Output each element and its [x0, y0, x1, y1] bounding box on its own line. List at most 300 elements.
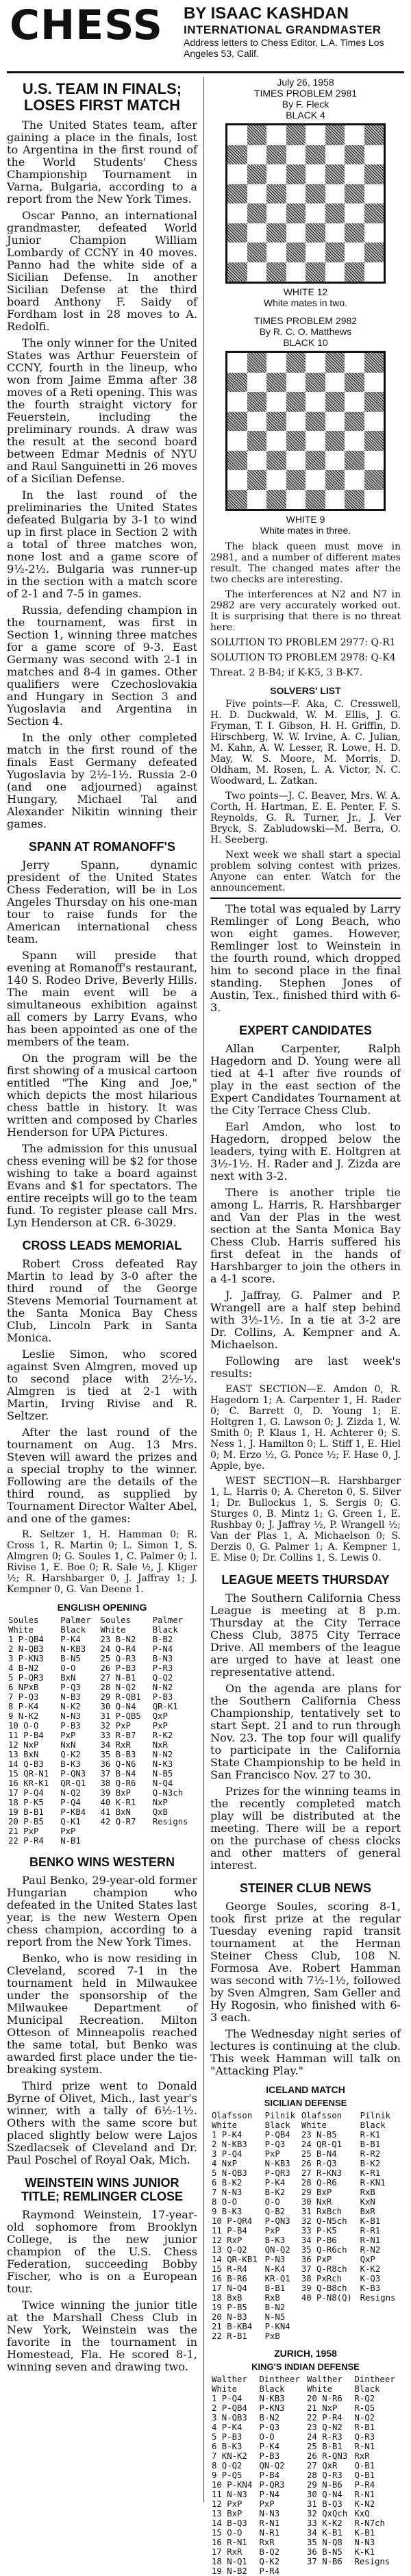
move-cell: QN-Q2: [259, 2461, 285, 2470]
solution: SOLUTION TO PROBLEM 2978: Q-K4: [210, 652, 396, 663]
byline-block: [184, 4, 410, 59]
move-cell: 8 Q-Q2: [212, 2461, 242, 2470]
move-cell: K-K2: [360, 2264, 381, 2274]
paragraph: Spann will preside that evening at Romanoff's restaurant, 140 S. Rodeo Drive, Beverly Hills. The main event will be a simultaneous exhibition against all comers by Larry Evans, who has been appointed as one of the members of the team.: [7, 949, 197, 1048]
byline: BY ISAAC KASHDAN: [184, 4, 349, 23]
board-square: [364, 431, 384, 451]
column-title: CHESS: [10, 1, 163, 49]
move-cell: P-QN3: [60, 1769, 86, 1779]
move-cell: 11 P-B4: [8, 1731, 44, 1740]
headline-league: LEAGUE MEETS THURSDAY: [221, 1573, 390, 1587]
move-row: [210, 2470, 401, 2480]
move-cell: 32 PxP: [100, 1721, 131, 1731]
move-cell: N-N3: [259, 2509, 280, 2518]
board-square: [247, 262, 267, 282]
board-square: [286, 431, 306, 451]
move-cell: PxP: [60, 1826, 76, 1836]
board-square: [286, 412, 306, 432]
side-label: White: [212, 2120, 238, 2130]
board-square: [325, 490, 345, 510]
move-cell: 4 P-K4: [212, 2423, 242, 2432]
solvers-title: SOLVERS' LIST: [270, 685, 341, 696]
move-cell: 17 N-Q4: [212, 2283, 247, 2293]
move-cell: 10 O-O: [8, 1721, 39, 1731]
paragraph: On the agenda are plans for the Southern California Chess Championship, tentatively set to start Sept. 21 and to run through Nov. 23. The top four will qualify to participate in the California State Championship to be held in San Francisco Nov. 27 to 30.: [210, 1682, 401, 1781]
board-square: [364, 223, 384, 243]
move-cell: 40 K-R1: [100, 1798, 136, 1807]
move-cell: R-N1: [360, 2236, 381, 2245]
move-cell: B-K3: [264, 2236, 286, 2245]
board-square: [266, 392, 286, 412]
move-cell: 8 O-O: [212, 2197, 238, 2207]
move-cell: 11 P-B4: [212, 2226, 247, 2236]
paragraph: Raymond Weinstein, 17-year-old sophomore from Brooklyn College, is the new junior champion of the U.S. Chess Federation, succeeding Bobby Fischer, who is on a European tour.: [7, 2208, 197, 2295]
move-cell: O-O: [264, 2197, 280, 2207]
board-square: [364, 392, 384, 412]
move-cell: 1 P-K4: [212, 2130, 242, 2140]
byline-address: Address letters to Chess Editor, L.A. Times Los Angeles 53, Calif.: [184, 37, 384, 59]
move-cell: 12 NxP: [8, 1740, 39, 1750]
move-row: [210, 2283, 401, 2293]
move-cell: B-K3: [60, 1759, 81, 1769]
move-cell: P-Q3: [264, 2140, 286, 2149]
board-square: [266, 490, 286, 510]
move-cell: 41 BxN: [100, 1807, 131, 1817]
board-square: [345, 125, 364, 145]
move-cell: 14 Q-B3: [8, 1759, 44, 1769]
paragraph: The United States team, after gaining a place in the finals, lost to Argentina in the first round of the World Students' Chess Championship Tournament in Varna, Bulgaria, according to a report from the New York Times.: [7, 119, 197, 206]
move-row: [210, 2197, 401, 2207]
move-cell: Q-B1: [354, 2461, 375, 2470]
board-square: [286, 451, 306, 471]
move-cell: P-K4: [264, 2178, 286, 2188]
move-cell: [151, 1836, 197, 1846]
game-side-row: [210, 2120, 401, 2130]
move-row: [210, 2499, 401, 2509]
move-cell: K-B3: [360, 2283, 381, 2293]
board-square: [306, 392, 325, 412]
move-cell: 7 N-N3: [212, 2188, 242, 2197]
board-square: [247, 145, 267, 165]
player-name: Pilnik: [360, 2111, 391, 2120]
move-cell: 9 N-K2: [8, 1711, 39, 1721]
board-square: [325, 262, 345, 282]
move-cell: R-Q2: [354, 2394, 375, 2403]
board-square: [325, 451, 345, 471]
move-cell: [300, 2322, 359, 2331]
game-title: ZURICH, 1958: [274, 2348, 337, 2359]
move-cell: 37 B-N4: [100, 1769, 136, 1779]
board-square: [266, 373, 286, 393]
move-cell: 23 Q-N2: [307, 2423, 342, 2432]
move-cell: B-N3: [152, 1654, 173, 1663]
headline-weinstein: WEINSTEIN WINS JUNIOR TITLE; REMLINGER CLOSE: [21, 2176, 183, 2203]
side-label: Black: [354, 2384, 380, 2394]
board-square: [247, 164, 267, 184]
board-square: [247, 243, 267, 262]
move-row: [7, 1692, 197, 1702]
move-cell: 1 P-Q4: [212, 2394, 242, 2403]
move-cell: QR-Q1: [60, 1779, 86, 1788]
move-cell: 19 N-B2: [212, 2566, 247, 2576]
move-cell: N-Q2: [60, 1788, 81, 1798]
paragraph: In the only other completed match in the first round of the finals East Germany defeated Yugoslavia by 2½-1½. Russia 2-0 (and one adjourned) against Hungary, Michael Tal and Alexander Nikitin winning their games.: [7, 731, 197, 830]
move-cell: 39 Q-B8ch: [301, 2283, 347, 2293]
game-score-english: [7, 1615, 197, 1846]
board-square: [364, 490, 384, 510]
move-row: [210, 2274, 401, 2283]
board-square: [345, 431, 364, 451]
paragraph: Leslie Simon, who scored against Sven Almgren, moved up to second place with 2½-½. Almgren is tied at 2-1 with Martin, Irving Rivise and R. Seltzer.: [7, 1348, 197, 1422]
move-cell: 31 P-QB5: [100, 1711, 141, 1721]
problem-author: By F. Fleck: [282, 99, 329, 110]
move-cell: P-Q3: [60, 1683, 81, 1692]
move-cell: B-B2: [152, 1635, 173, 1644]
move-cell: NxP: [152, 1798, 168, 1807]
move-cell: 38 Q-R6: [100, 1779, 136, 1788]
move-cell: 33 K-K2: [307, 2518, 342, 2528]
move-row: [210, 2293, 401, 2303]
move-row: [210, 2236, 401, 2245]
move-cell: RxR: [259, 2538, 275, 2547]
board-square: [286, 184, 306, 204]
move-cell: [353, 2566, 401, 2576]
move-cell: 30 Q-N4: [307, 2490, 342, 2499]
move-row: [210, 2518, 401, 2528]
move-cell: 27 QxR: [307, 2461, 338, 2470]
paragraph: The black queen must move in 2981, and a number of different mates result. The changed mates after the two checks are interesting.: [210, 541, 401, 585]
move-cell: 40 P-N8(Q): [301, 2293, 352, 2303]
move-row: [210, 2245, 401, 2255]
move-cell: NxN: [60, 1740, 76, 1750]
board-square: [345, 223, 364, 243]
move-row: [7, 1788, 197, 1798]
problem-2981: [210, 77, 401, 308]
move-cell: PxP: [60, 1731, 76, 1740]
board-square: [227, 164, 247, 184]
problem-caption: White mates in three.: [260, 525, 351, 536]
move-cell: P-R4: [354, 2480, 375, 2490]
move-cell: 16 R-N1: [212, 2538, 247, 2547]
board-square: [247, 451, 267, 471]
move-cell: 9 P-Q5: [212, 2470, 242, 2480]
board-square: [306, 490, 325, 510]
board-square: [325, 164, 345, 184]
board-square: [227, 145, 247, 165]
move-cell: B-B1: [264, 2283, 286, 2293]
move-cell: 28 Q-R3: [307, 2470, 342, 2480]
move-cell: Resigns: [354, 2557, 390, 2566]
board-square: [325, 470, 345, 490]
move-cell: 3 P-KN3: [8, 1654, 44, 1663]
move-cell: 26 R-QN3: [307, 2451, 348, 2461]
move-cell: [99, 1836, 151, 1846]
move-cell: 42 Q-R7: [100, 1817, 136, 1826]
move-row: [7, 1740, 197, 1750]
move-cell: KxN: [360, 2197, 375, 2207]
problem-author: By R. C. O. Matthews: [259, 326, 352, 337]
board-square: [325, 223, 345, 243]
move-cell: QxB: [152, 1807, 168, 1817]
board-square: [227, 470, 247, 490]
board-square: [364, 412, 384, 432]
move-cell: NxR: [152, 1740, 168, 1750]
byline-subtitle: INTERNATIONAL GRANDMASTER: [184, 23, 382, 36]
move-cell: K-N2: [354, 2499, 375, 2509]
move-row: [210, 2322, 401, 2331]
move-row: [210, 2130, 401, 2140]
move-cell: 10 P-QR4: [212, 2216, 253, 2226]
board-square: [227, 125, 247, 145]
move-row: [210, 2207, 401, 2216]
move-cell: 10 P-KN4: [212, 2480, 253, 2490]
paragraph: The Wednesday night series of lectures is continuing at the club. This week Hamman will talk on "Attacking Play.": [210, 2027, 401, 2077]
side-label: Black: [360, 2120, 386, 2130]
board-square: [345, 164, 364, 184]
board-square: [266, 470, 286, 490]
paragraph: Russia, defending champion in the tournament, was first in Section 1, winning three matches for a game score of 9-3. East Germany was second with 2-1 in matches and 8-4 in games. Other qualifiers were Czechoslovakia and Hungary in Section 3 and Yugoslavia and Argentina in Section 4.: [7, 604, 197, 728]
side-label: Black: [152, 1625, 178, 1635]
paragraph: The Southern California Chess League is meeting at 8 p.m. Thursday at the City Terrace Chess Club, 3875 City Terrace Drive. All members of the league are urged to have at least one representative attend.: [210, 1592, 401, 1679]
move-cell: 39 BxP: [100, 1788, 131, 1798]
move-cell: 13 Q-Q2: [212, 2245, 247, 2255]
move-row: [210, 2255, 401, 2264]
move-row: [7, 1750, 197, 1759]
move-cell: [359, 2303, 401, 2312]
move-cell: 14 B-Q3: [212, 2518, 247, 2528]
move-cell: [300, 2312, 359, 2322]
move-cell: P-B3: [259, 2451, 280, 2461]
headline-us-team: U.S. TEAM IN FINALS; LOSES FIRST MATCH: [22, 80, 182, 114]
paragraph: The interferences at N2 and N7 in 2982 are very accurately worked out. It is surprising that there is no threat here.: [210, 589, 401, 633]
player-name: Soules: [100, 1615, 131, 1625]
side-label: Black: [264, 2120, 290, 2130]
board-square: [345, 470, 364, 490]
move-cell: 8 P-K4: [8, 1702, 39, 1711]
move-cell: B-N2: [264, 2303, 286, 2312]
article-league: [210, 1592, 401, 1872]
right-column: [210, 77, 401, 2576]
move-cell: 36 PxP: [301, 2255, 332, 2264]
move-cell: 16 KR-K1: [8, 1779, 49, 1788]
move-cell: 1 P-QB4: [8, 1635, 44, 1644]
move-cell: 24 Q-R4: [100, 1644, 136, 1654]
board-square: [325, 125, 345, 145]
paragraph: The only winner for the United States was Arthur Feuerstein of CCNY, fourth in the lineup, who won from Jaime Emma after 38 moves of a Reti opening. This was the fourth straight victory for Feuerstein, including the preliminary rounds. A draw was the result at the second board between Edmar Mednis of NYU and Raul Sanguinetti in 26 moves of a Sicilian Defense.: [7, 336, 197, 485]
article-cross: [7, 1258, 197, 1595]
game-score-iceland: [210, 2111, 401, 2341]
article-expert: [210, 1043, 401, 1563]
move-row: [210, 2423, 401, 2432]
move-cell: 23 B-N2: [100, 1635, 136, 1644]
player-name: Walther: [307, 2375, 342, 2384]
results-paragraph: R. Seltzer 1, H. Hamman 0; R. Cross 1, R. Martin 0; L. Simon 1, S. Almgren 0; G. Soules 1, C. Palmer 0; I. Rivise 1, E. Boe 0; R. Sale ½, J. Kliger ½; R. Harshbarger 0, J. Jaffray 1; J. Kempner 0, G. Van Deene 1.: [7, 1529, 197, 1595]
board-square: [247, 490, 267, 510]
player-name: Olafsson: [301, 2111, 342, 2120]
paragraph: Jerry Spann, dynamic president of the United States Chess Federation, will be in Los Angeles Thursday on his one-man tour to raise funds for the American international chess team.: [7, 858, 197, 945]
game-table: [7, 1615, 197, 1846]
move-cell: KR-Q1: [264, 2274, 290, 2283]
move-cell: P-B3: [152, 1692, 173, 1702]
move-cell: Resigns: [360, 2293, 396, 2303]
board-square: [227, 490, 247, 510]
player-name: Walther: [212, 2375, 247, 2384]
board-square: [247, 203, 267, 223]
player-name: Soules: [8, 1615, 39, 1625]
move-cell: [300, 2331, 359, 2341]
move-cell: Q-K1: [60, 1817, 81, 1826]
move-cell: Q-K2: [259, 2557, 280, 2566]
headline-steiner: STEINER CLUB NEWS: [239, 1881, 371, 1895]
move-cell: 26 P-B3: [100, 1663, 136, 1673]
board-square: [306, 125, 325, 145]
paragraph: There is another triple tie among L. Harris, R. Harshbarger and Van der Plas in the west section at the Santa Monica Bay Chess Club. Harris suffered his first defeat in the hands of Harshbarger to join the others in a 4-1 score.: [210, 1186, 401, 1285]
move-cell: Q-R3: [354, 2432, 375, 2442]
side-label: White: [212, 2384, 238, 2394]
move-cell: 15 O-O: [212, 2528, 242, 2538]
move-cell: QxP: [360, 2255, 375, 2264]
move-cell: P-QB4: [264, 2130, 290, 2140]
move-row: [210, 2149, 401, 2159]
board-square: [247, 431, 267, 451]
divider: [210, 897, 401, 899]
move-cell: R-R1: [360, 2226, 381, 2236]
move-row: [7, 1731, 197, 1740]
move-cell: N-KB3: [60, 1644, 86, 1654]
game-title: ICELAND MATCH: [266, 2084, 345, 2095]
article-steiner: [210, 1900, 401, 2077]
move-cell: 28 Q-R6: [301, 2178, 337, 2188]
move-cell: R-K1: [360, 2130, 381, 2140]
move-cell: 32 QxQch: [307, 2509, 348, 2518]
board-square: [227, 431, 247, 451]
game-subtitle: SICILIAN DEFENSE: [264, 2098, 347, 2108]
move-row: [210, 2538, 401, 2547]
move-cell: 35 Q-R6ch: [301, 2245, 347, 2255]
move-cell: 19 P-B5: [212, 2303, 247, 2312]
white-count: WHITE 12: [283, 286, 328, 297]
board-square: [247, 223, 267, 243]
game-subtitle: KING'S INDIAN DEFENSE: [251, 2362, 360, 2372]
solution: SOLUTION TO PROBLEM 2977: Q-R1: [210, 637, 396, 648]
board-square: [247, 373, 267, 393]
masthead: [0, 0, 411, 75]
board-square: [266, 353, 286, 373]
move-cell: N-N3: [354, 2538, 375, 2547]
player-name: Dintheer: [259, 2375, 300, 2384]
move-cell: 35 N-Q8: [307, 2538, 342, 2547]
board-square: [364, 353, 384, 373]
move-cell: 22 P-R4: [8, 1836, 44, 1846]
move-cell: 16 B-R6: [212, 2274, 247, 2283]
move-cell: N-N2: [152, 1750, 173, 1759]
board-square: [247, 125, 267, 145]
move-cell: P-Q3: [259, 2423, 280, 2432]
paragraph: Twice winning the junior title at the Marshall Chess Club in New York, Weinstein was the favorite in the tournament in Homestead, Fla. He scored 8-1, winning seven and drawing two.: [7, 2299, 197, 2373]
board-square: [306, 412, 325, 432]
move-cell: 29 BxP: [301, 2188, 332, 2197]
left-column: [7, 77, 197, 2377]
game-side-row: [210, 2384, 401, 2394]
game-header-row: [7, 1615, 197, 1625]
move-cell: R-Q5: [354, 2403, 375, 2413]
board-square: [266, 451, 286, 471]
solution: Threat. 2 B-B4; if K-K5, 3 B-K7.: [210, 667, 363, 678]
board-square: [266, 223, 286, 243]
move-cell: 13 BxP: [212, 2509, 242, 2518]
move-cell: P-R3: [152, 1663, 173, 1673]
move-cell: 15 QR-N1: [8, 1769, 49, 1779]
move-cell: Resigns: [152, 1817, 188, 1826]
move-cell: R-R2: [360, 2149, 381, 2159]
board-square: [325, 353, 345, 373]
board-square: [286, 223, 306, 243]
paragraph: Earl Amdon, who lost to Hagedorn, dropped below the leaders, tying with E. Holtgren at 3½-1½. H. Rader and J. Zizda are next with 3-2.: [210, 1120, 401, 1182]
move-cell: 21 B-KB4: [212, 2322, 253, 2331]
move-cell: 18 P-K5: [8, 1798, 44, 1807]
move-cell: 18 BxB: [212, 2293, 242, 2303]
move-cell: P-KN3: [259, 2403, 285, 2413]
move-cell: [306, 2566, 353, 2576]
move-cell: BxR: [360, 2207, 375, 2216]
move-row: [210, 2331, 401, 2341]
move-cell: 20 N-R6: [307, 2394, 342, 2403]
move-cell: 6 NPxB: [8, 1683, 39, 1692]
board-square: [266, 125, 286, 145]
move-cell: PxP: [264, 2226, 280, 2236]
board-square: [364, 373, 384, 393]
date: July 26, 1958: [277, 77, 334, 88]
board-square: [227, 451, 247, 471]
move-cell: O-O: [60, 1663, 76, 1673]
headline-cross: CROSS LEADS MEMORIAL: [22, 1239, 182, 1252]
board-square: [286, 392, 306, 412]
move-row: [210, 2216, 401, 2226]
move-cell: P-QN3: [264, 2216, 290, 2226]
move-cell: 3 N-QB3: [212, 2413, 247, 2423]
results-paragraph: WEST SECTION—R. Harshbarger 1, L. Harris 0; A. Chereton 0, S. Silver 1; Dr. Bullockus 1, S. Sergis 0; G. Sturges 0, B. Mintz 1; G. Green 1, E. Rushbay 0; J. Jaffray ½, P. Wrangell ½; Van der Plas 1, A. Michaelson 0; S. Derzis 0, G. Palmer 1; A. Kempner 1, E. Mise 0; Dr. Collins 1, S. Lewis 0.: [210, 1476, 401, 1563]
board-square: [306, 431, 325, 451]
move-cell: 37 Q-R8ch: [301, 2264, 347, 2274]
board-square: [345, 412, 364, 432]
move-cell: Q-N3ch: [152, 1788, 184, 1798]
move-cell: 4 NxP: [212, 2159, 238, 2168]
move-cell: O-O: [259, 2432, 275, 2442]
move-row: [210, 2264, 401, 2274]
move-cell: N-N2: [152, 1683, 173, 1692]
board-square: [306, 203, 325, 223]
move-cell: P-QR3: [264, 2168, 290, 2178]
paragraph: Next week we shall start a special problem solving contest with prizes. Anyone can enter. Watch for the announcement.: [210, 850, 401, 893]
board-square: [345, 203, 364, 223]
move-cell: PxP: [152, 1721, 168, 1731]
move-cell: PxB: [264, 2331, 280, 2341]
white-count: WHITE 9: [286, 514, 325, 525]
board-square: [286, 262, 306, 282]
move-cell: [151, 1826, 197, 1836]
paragraph: On the program will be the first showing of a musical cartoon entitled "The King and Joe," which depicts the most hilarious chess battle in history. It was written and composed by Charles Henderson for UPA Pictures.: [7, 1052, 197, 1139]
move-cell: P-QR3: [259, 2480, 285, 2490]
board-square: [306, 470, 325, 490]
board-square: [266, 243, 286, 262]
move-cell: 17 P-Q4: [8, 1788, 44, 1798]
move-cell: 7 KN-K2: [212, 2451, 247, 2461]
board-square: [306, 451, 325, 471]
paragraph: The total was equaled by Larry Remlinger of Long Beach, who won eight games. However, Remlinger lost to Weinstein in the fourth round, which dropped him to second place in the final standing. Stephen Jones of Austin, Tex., finished third with 6-3.: [210, 902, 401, 1014]
chess-board: [225, 351, 386, 511]
paragraph: J. Jaffray, G. Palmer and P. Wrangell are a half step behind with 3½-1½. In a tie at 3-2 are Dr. Collins, A. Kempner and A. Michaelson.: [210, 1289, 401, 1351]
move-row: [210, 2403, 401, 2413]
